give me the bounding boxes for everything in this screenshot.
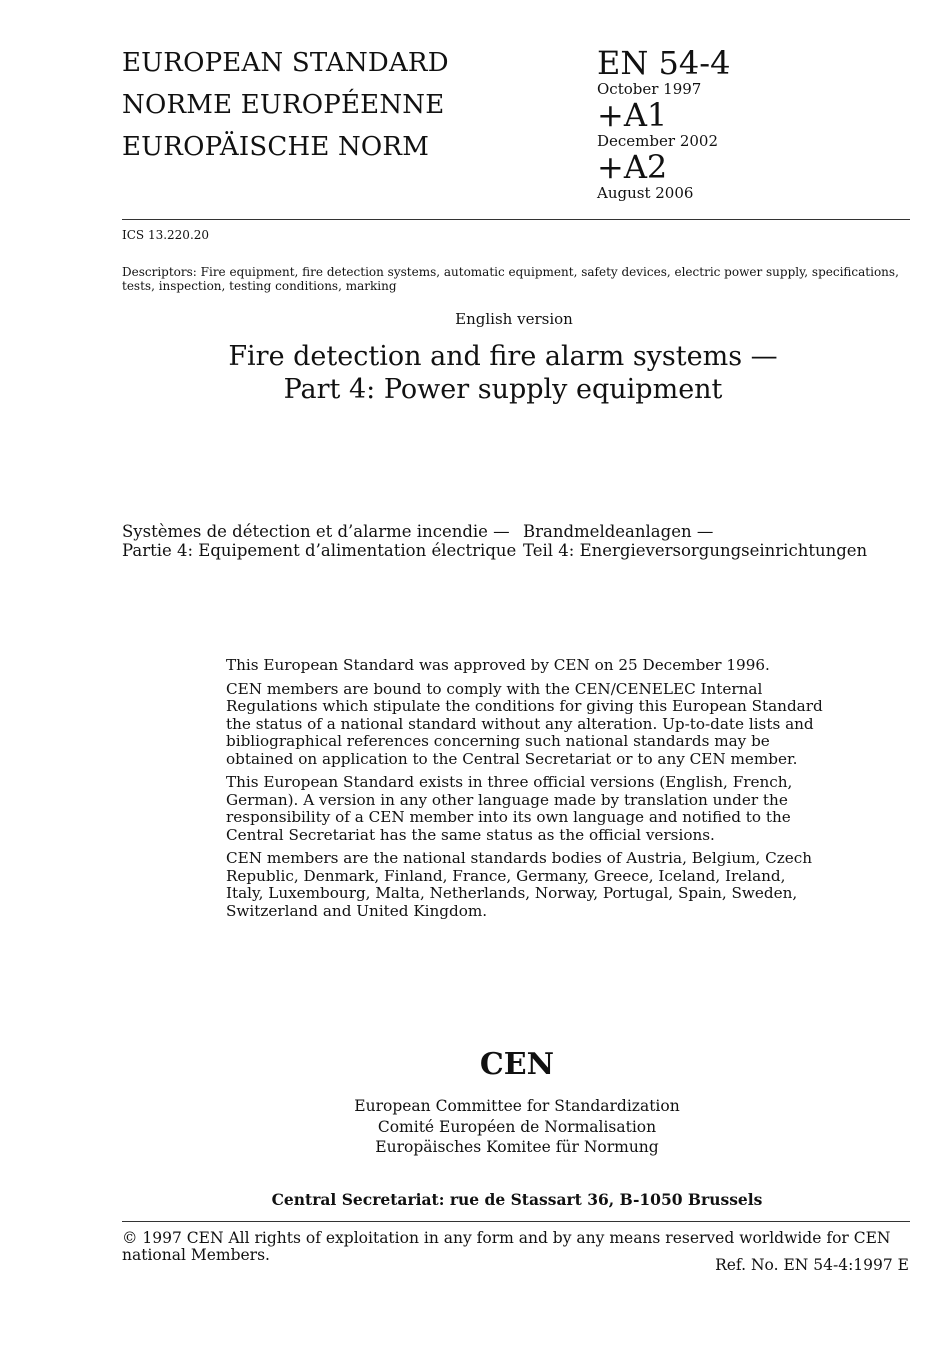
approval-paragraph: CEN members are bound to comply with the CEN/CENELEC Internal Regulations which stipulate the conditions for giving this European Standard the status of a national standard without any alteration. Up-to-date lists and bibliographical references concerning such national standards may be obtained on application to the Central Secretariat or to any CEN member. [226,679,823,768]
french-title-line2: Partie 4: Equipement d’alimentation électrique [122,541,517,560]
amendment-a2-label: +A2 [597,148,668,186]
german-title-line2: Teil 4: Energieversorgungseinrichtungen [523,541,868,560]
french-title [122,522,516,560]
german-title-line1: Brandmeldeanlagen — [523,522,714,541]
approval-paragraph: This European Standard was approved by CEN on 25 December 1996. [226,656,770,674]
reference-number: Ref. No. EN 54-4:1997 E [715,1256,909,1274]
document-title [0,340,950,406]
approval-paragraph: CEN members are the national standards bodies of Austria, Belgium, Czech Republic, Denmark, Finland, France, Germany, Greece, Iceland, Ireland, Italy, Luxembourg, Malta, Netherlands, Norway, Portugal, Spain, Sweden, Switzerland and United Kingdom. [226,849,813,920]
copyright-notice: © 1997 CEN All rights of exploitation in any form and by any means reserved worldwide for CEN national Members. [122,1229,891,1264]
standard-type-names [122,42,449,168]
footer-divider [122,1221,910,1222]
cen-logo: CEN [479,1047,555,1082]
document-title-line2: Part 4: Power supply equipment [283,374,723,405]
ics-code: ICS 13.220.20 [122,228,210,242]
header-divider [122,219,910,220]
standard-type-fr: NORME EUROPÉENNE [122,90,445,120]
amendment-a2-date: August 2006 [597,184,694,202]
approval-statement [226,657,826,926]
standard-number: EN 54-4 [597,44,731,82]
german-title [523,522,867,560]
central-secretariat-address: Central Secretariat: rue de Stassart 36, B-1050 Brussels [271,1190,763,1209]
organization-name-en: European Committee for Standardization [354,1097,680,1115]
amendment-a1-date: December 2002 [597,132,718,150]
organization-name-de: Europäisches Komitee für Normung [375,1138,659,1156]
standard-type-de: EUROPÄISCHE NORM [122,132,430,162]
version-label: English version [455,310,573,328]
standard-type-en: EUROPEAN STANDARD [122,48,449,78]
organization-name-fr: Comité Européen de Normalisation [377,1117,657,1136]
standard-date: October 1997 [597,80,702,98]
document-title-line1: Fire detection and fire alarm systems — [228,341,778,372]
french-title-line1: Systèmes de détection et d’alarme incendie — [122,522,510,541]
organization-names [0,1096,950,1158]
standard-identification [597,46,730,202]
approval-paragraph: This European Standard exists in three official versions (English, French, German). A version in any other language made by translation under the responsibility of a CEN member into its own language and notified to the Central Secretariat has the same status as the official versions. [226,773,793,844]
amendment-a1-label: +A1 [597,96,668,134]
descriptors: Descriptors: Fire equipment, fire detection systems, automatic equipment, safety devices, electric power supply, specifications, tests, inspection, testing conditions, marking [122,265,899,293]
